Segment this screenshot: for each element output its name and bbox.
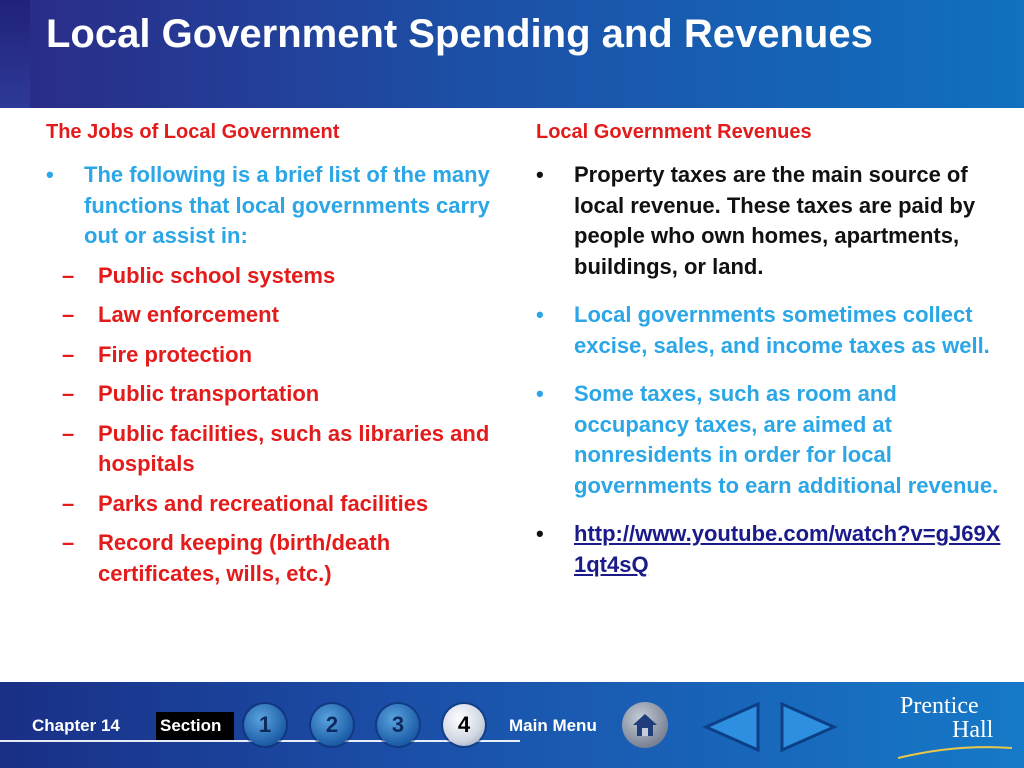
video-link-bullet bbox=[536, 519, 1006, 580]
revenue-bullet-text: Some taxes, such as room and occupancy taxes, are aimed at nonresidents in order for local governments to earn additional revenue. bbox=[574, 381, 999, 498]
function-item-text: Fire protection bbox=[98, 341, 253, 367]
dash-marker: – bbox=[62, 490, 75, 516]
left-bullet-text: The following is a brief list of the many functions that local governments carry out or assist in: bbox=[84, 162, 490, 248]
function-item bbox=[46, 300, 496, 331]
function-item bbox=[46, 379, 496, 410]
function-item-text: Public school systems bbox=[98, 262, 336, 288]
bullet-marker: • bbox=[536, 162, 544, 187]
function-list bbox=[62, 261, 496, 590]
function-item-text: Public facilities, such as libraries and hospitals bbox=[98, 420, 490, 476]
publisher-logo bbox=[900, 694, 993, 742]
function-item-text: Parks and recreational facilities bbox=[98, 490, 429, 516]
right-heading: Local Government Revenues bbox=[536, 121, 812, 143]
slide-header bbox=[0, 0, 1024, 108]
dash-marker: – bbox=[62, 530, 75, 555]
forward-arrow-icon[interactable] bbox=[778, 700, 840, 754]
function-item-text: Law enforcement bbox=[98, 302, 279, 327]
right-bullet-list bbox=[536, 160, 1006, 580]
left-heading: The Jobs of Local Government bbox=[46, 121, 340, 143]
function-item-text: Public transportation bbox=[98, 381, 320, 406]
function-item bbox=[46, 419, 496, 480]
logo-line-2: Hall bbox=[952, 717, 994, 743]
dash-marker: – bbox=[62, 341, 75, 367]
section-1-button[interactable]: 1 bbox=[244, 704, 286, 746]
function-item-text: Record keeping (birth/death certificates, wills, etc.) bbox=[98, 530, 391, 586]
bullet-marker: • bbox=[536, 381, 544, 406]
right-column bbox=[536, 118, 1006, 598]
function-item bbox=[46, 528, 496, 589]
section-2-button[interactable]: 2 bbox=[311, 704, 353, 746]
left-column bbox=[46, 118, 496, 607]
back-arrow-icon[interactable] bbox=[700, 700, 762, 754]
section-4-button[interactable]: 4 bbox=[443, 704, 485, 746]
bullet-marker: • bbox=[536, 302, 544, 327]
revenue-bullet bbox=[536, 160, 1006, 282]
header-accent-strip bbox=[0, 0, 30, 108]
revenue-bullet-text: Local governments sometimes collect excise, sales, and income taxes as well. bbox=[574, 302, 990, 358]
section-label: Section bbox=[156, 712, 234, 740]
revenue-bullet-text: Property taxes are the main source of local revenue. These taxes are paid by people who own homes, apartments, buildings, or land. bbox=[574, 162, 976, 279]
home-button[interactable] bbox=[622, 702, 668, 748]
function-item bbox=[46, 261, 496, 292]
left-bullet-list bbox=[46, 160, 496, 589]
slide-title: Local Government Spending and Revenues bbox=[46, 12, 873, 56]
revenue-bullet bbox=[536, 300, 1006, 361]
main-menu-link[interactable]: Main Menu bbox=[509, 716, 597, 735]
section-3-button[interactable]: 3 bbox=[377, 704, 419, 746]
bullet-marker: • bbox=[46, 162, 54, 187]
revenue-bullet bbox=[536, 379, 1006, 501]
bullet-marker: • bbox=[536, 521, 544, 546]
dash-marker: – bbox=[62, 381, 75, 406]
function-item bbox=[46, 340, 496, 371]
video-link[interactable]: http://www.youtube.com/watch?v=gJ69X1qt4sQ bbox=[574, 521, 1001, 577]
function-item bbox=[46, 489, 496, 520]
logo-swoosh bbox=[896, 742, 1014, 760]
dash-marker: – bbox=[62, 420, 75, 446]
left-bullet bbox=[46, 160, 496, 589]
dash-marker: – bbox=[62, 302, 75, 327]
chapter-label: Chapter 14 bbox=[32, 716, 120, 735]
logo-line-1: Prentice bbox=[900, 693, 979, 719]
dash-marker: – bbox=[62, 262, 75, 288]
home-icon bbox=[631, 712, 659, 738]
